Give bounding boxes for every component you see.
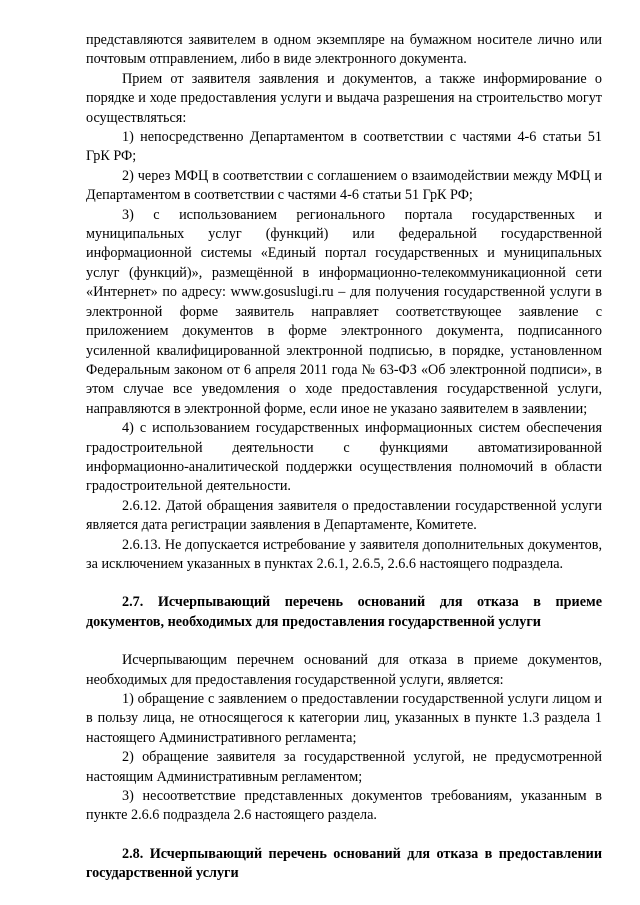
paragraph-refusal-intro: Исчерпывающим перечнем оснований для отказа в приеме документов, необходимых для предоставления государственной услуги, является:	[86, 652, 602, 688]
list-item-info-systems: 4) с использованием государственных информационных систем обеспечения градостроительной деятельности с функциями автоматизированной информационно-аналитической поддержки осуществления полномочий в области градостроительной деятельности.	[86, 420, 602, 495]
paragraph-submission-method: представляются заявителем в одном экземпляре на бумажном носителе лично или почтовым отправлением, либо в виде электронного документа.	[86, 32, 602, 68]
document-page	[86, 31, 602, 884]
list-item-mfc: 2) через МФЦ в соответствии с соглашением о взаимодействии между МФЦ и Департаментом в соответствии с частями 4-6 статьи 51 ГрК РФ;	[86, 167, 602, 204]
paragraph-2-6-12: 2.6.12. Датой обращения заявителя о предоставлении государственной услуги является дата регистрации заявления в Департаменте, Комитете.	[86, 497, 602, 534]
section-heading-2-8: 2.8. Исчерпывающий перечень оснований для отказа в предоставлении государственной услуги	[86, 845, 602, 882]
list-item-refusal-2: 2) обращение заявителя за государственной услугой, не предусмотренной настоящим Административным регламентом;	[86, 749, 602, 785]
list-item-refusal-3: 3) несоответствие представленных документов требованиям, указанным в пункте 2.6.6 подраздела 2.6 настоящего раздела.	[86, 788, 602, 824]
paragraph-2-6-13: 2.6.13. Не допускается истребование у заявителя дополнительных документов, за исключением указанных в пунктах 2.6.1, 2.6.5, 2.6.6 настоящего подраздела.	[86, 536, 602, 572]
list-item-refusal-1: 1) обращение с заявлением о предоставлении государственной услуги лицом и в пользу лица, не относящегося к категории лиц, указанных в пункте 1.3 раздела 1 настоящего Административного регламента;	[86, 691, 602, 746]
paragraph-reception-intro: Прием от заявителя заявления и документов, а также информирование о порядке и ходе предоставления услуги и выдача разрешения на строительство могут осуществляться:	[86, 70, 602, 126]
section-heading-2-7: 2.7. Исчерпывающий перечень оснований для отказа в приеме документов, необходимых для предоставления государственной услуги	[86, 594, 602, 630]
list-item-portal: 3) с использованием регионального портала государственных и муниципальных услуг (функций) или федеральной государственной информационной системы «Единый портал государственных и муниципальных услуг (функций)», размещённой в информационно-телекоммуникационной сети «Интернет» по адресу: www.gosuslugi.ru – для получения государственной услуги в электронной форме заявитель направляет соответствующее заявление с приложением документов в форме электронного документа, подписанного усиленной квалифицированной электронной подписью, в порядке, установленном Федеральным законом от 6 апреля 2011 года № 63-ФЗ «Об электронной подписи», в этом случае все уведомления о ходе предоставления государственной услуги, направляются в электронной форме, если иное не указано заявителем в заявлении;	[86, 206, 602, 417]
list-item-department: 1) непосредственно Департаментом в соответствии с частями 4-6 статьи 51 ГрК РФ;	[86, 129, 602, 165]
